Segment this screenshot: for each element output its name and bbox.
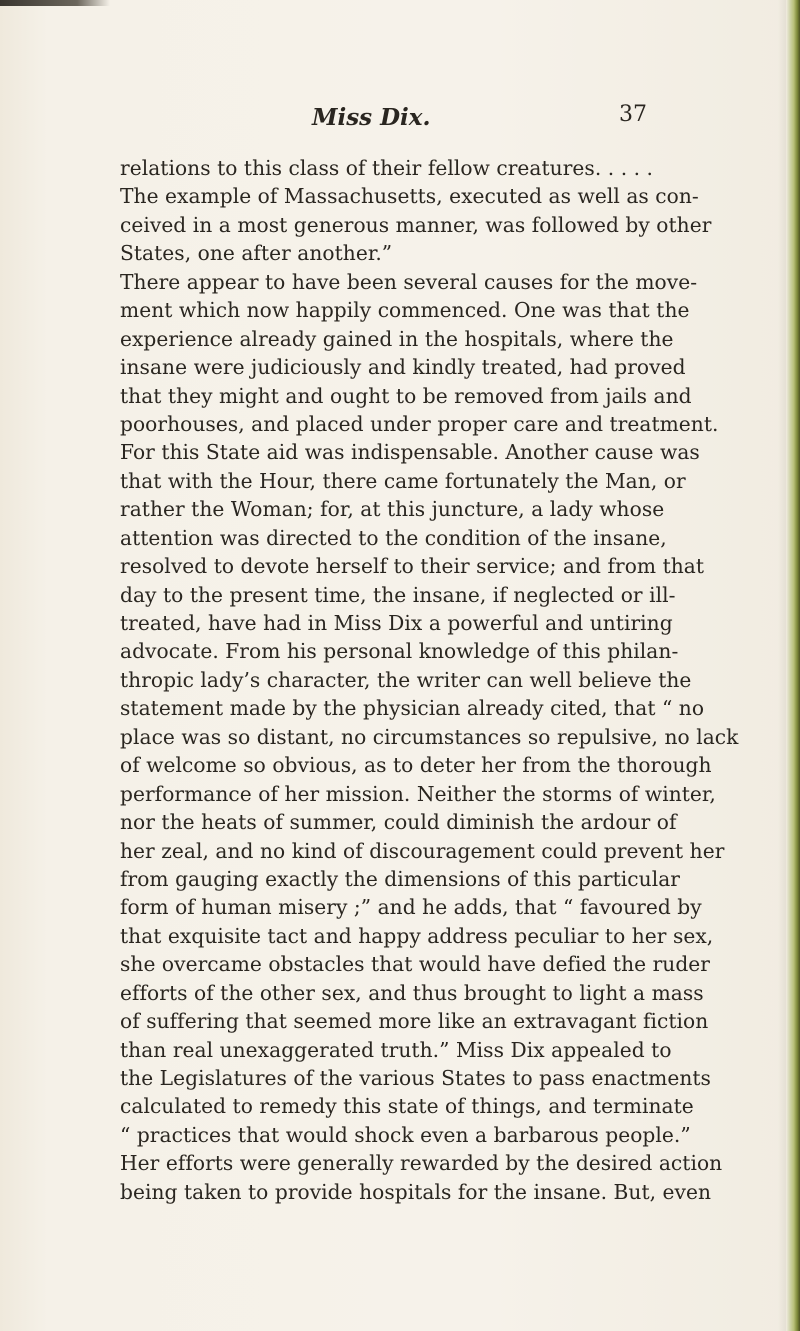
scan-edge-corner: [0, 0, 110, 6]
body-text: [120, 154, 739, 1206]
text-line: the Legislatures of the various States to pass enactments: [120, 1066, 711, 1090]
text-line: advocate. From his personal knowledge of this philan-: [120, 639, 679, 664]
text-line: calculated to remedy this state of things, and terminate: [120, 1094, 694, 1119]
text-line: thropic lady’s character, the writer can well believe the: [120, 667, 692, 692]
text-line: Her efforts were generally rewarded by the desired action: [120, 1151, 723, 1176]
text-line: “ practices that would shock even a barbarous people.”: [120, 1122, 691, 1147]
text-line: performance of her mission. Neither the storms of winter,: [120, 781, 716, 806]
text-line: that with the Hour, there came fortunately the Man, or: [120, 468, 686, 493]
text-line: than real unexaggerated truth.” Miss Dix appealed to: [120, 1037, 672, 1062]
text-line: being taken to provide hospitals for the insane. But, even: [120, 1179, 712, 1204]
text-line: of suffering that seemed more like an extravagant fiction: [120, 1009, 709, 1034]
text-line: she overcame obstacles that would have defied the ruder: [120, 952, 711, 977]
text-line: from gauging exactly the dimensions of this particular: [120, 866, 680, 891]
page-binding-edge: [786, 0, 800, 1331]
text-line: ment which now happily commenced. One was that the: [120, 298, 690, 323]
text-line: insane were judiciously and kindly treated, had proved: [120, 355, 686, 380]
text-line: treated, have had in Miss Dix a powerful and untiring: [120, 611, 673, 635]
text-line: statement made by the physician already cited, that “ no: [120, 696, 705, 721]
text-line: that exquisite tact and happy address peculiar to her sex,: [120, 923, 714, 948]
text-line: of welcome so obvious, as to deter her from the thorough: [120, 753, 712, 778]
text-line: There appear to have been several causes for the move-: [120, 269, 698, 294]
text-line: form of human misery ;” and he adds, that “ favoured by: [120, 895, 702, 920]
text-line: poorhouses, and placed under proper care and treatment.: [120, 411, 719, 436]
text-line: place was so distant, no circumstances so repulsive, no lack: [120, 724, 739, 749]
text-line: nor the heats of summer, could diminish the ardour of: [120, 810, 677, 835]
text-line: attention was directed to the condition of the insane,: [120, 525, 667, 550]
text-line: her zeal, and no kind of discouragement could prevent her: [120, 838, 725, 863]
binding-shadow: [778, 0, 786, 1331]
text-line: For this State aid was indispensable. Another cause was: [120, 440, 700, 465]
text-line: that they might and ought to be removed from jails and: [120, 383, 692, 408]
page-number: 37: [619, 102, 647, 127]
text-line: The example of Massachusetts, executed as well as con-: [120, 184, 699, 209]
running-title: Miss Dix.: [312, 104, 431, 131]
text-line: ceived in a most generous manner, was followed by other: [120, 212, 712, 237]
text-line: efforts of the other sex, and thus brought to light a mass: [120, 980, 704, 1005]
text-line: rather the Woman; for, at this juncture, a lady whose: [120, 497, 665, 522]
text-line: experience already gained in the hospitals, where the: [120, 326, 674, 351]
text-line: day to the present time, the insane, if neglected or ill-: [120, 582, 676, 607]
text-line: relations to this class of their fellow creatures. . . . .: [120, 156, 654, 180]
text-line: resolved to devote herself to their service; and from that: [120, 554, 705, 579]
text-line: States, one after another.”: [120, 241, 393, 266]
running-head: [0, 98, 800, 138]
